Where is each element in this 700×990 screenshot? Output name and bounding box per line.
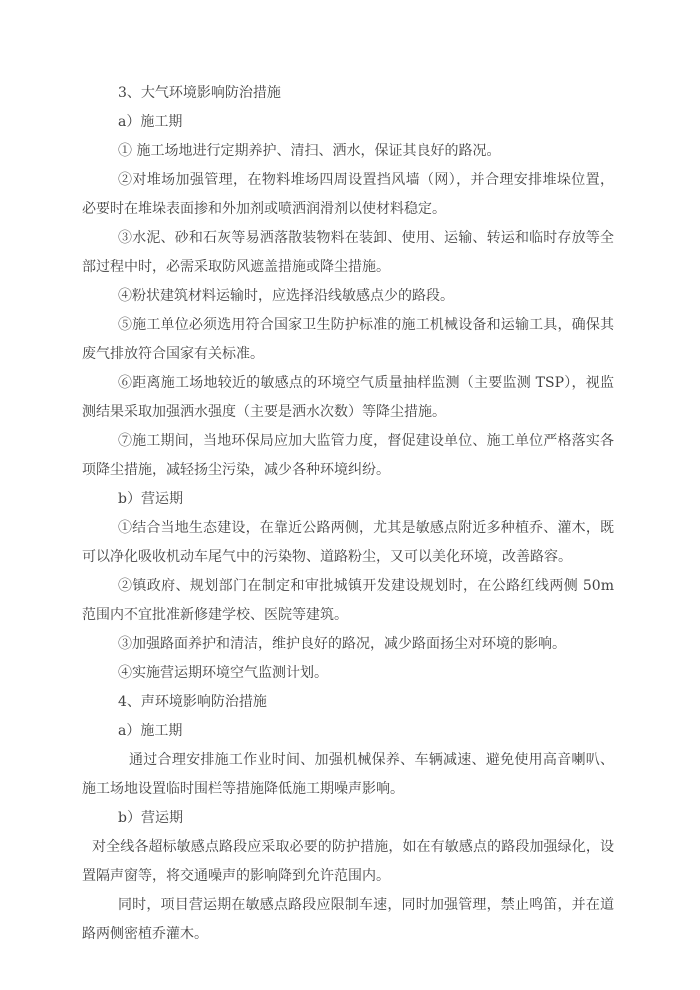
paragraph: ① 施工场地进行定期养护、清扫、洒水，保证其良好的路况。 [118, 143, 501, 159]
document-body [82, 79, 614, 949]
subsection-heading: b）营运期 [118, 810, 183, 826]
paragraph: ④实施营运期环境空气监测计划。 [118, 665, 328, 681]
subsection-heading: a）施工期 [118, 114, 183, 130]
subsection-heading: a）施工期 [118, 723, 183, 739]
paragraph: ①结合当地生态建设，在靠近公路两侧，尤其是敏感点附近多种植乔、灌木，既可以净化吸收机动车尾气中的污染物、道路粉尘，又可以美化环境，改善路容。 [82, 520, 614, 565]
paragraph: ③加强路面养护和清洁，维护良好的路况，减少路面扬尘对环境的影响。 [118, 636, 566, 652]
section-heading: 4、声环境影响防治措施 [118, 694, 267, 710]
section-heading: 3、大气环境影响防治措施 [118, 85, 281, 101]
paragraph: ④粉状建筑材料运输时，应选择沿线敏感点少的路段。 [118, 288, 454, 304]
paragraph: ⑦施工期间，当地环保局应加大监管力度，督促建设单位、施工单位严格落实各项降尘措施，减轻扬尘污染，减少各种环境纠纷。 [82, 433, 614, 478]
paragraph: ⑥距离施工场地较近的敏感点的环境空气质量抽样监测（主要监测 TSP），视监测结果采取加强洒水强度（主要是洒水次数）等降尘措施。 [82, 375, 614, 420]
paragraph: ②对堆场加强管理，在物料堆场四周设置挡风墙（网），并合理安排堆垛位置，必要时在堆垛表面掺和外加剂或喷洒润滑剂以使材料稳定。 [82, 172, 614, 217]
paragraph: 通过合理安排施工作业时间、加强机械保养、车辆减速、避免使用高音喇叭、施工场地设置临时围栏等措施降低施工期噪声影响。 [82, 752, 614, 797]
subsection-heading: b）营运期 [118, 491, 183, 507]
paragraph: 对全线各超标敏感点路段应采取必要的防护措施，如在有敏感点的路段加强绿化，设置隔声窗等，将交通噪声的影响降到允许范围内。 [82, 839, 614, 884]
paragraph: ⑤施工单位必须选用符合国家卫生防护标准的施工机械设备和运输工具，确保其废气排放符合国家有关标准。 [82, 317, 614, 362]
paragraph: ③水泥、砂和石灰等易洒落散装物料在装卸、使用、运输、转运和临时存放等全部过程中时，必需采取防风遮盖措施或降尘措施。 [82, 230, 614, 275]
paragraph: 同时，项目营运期在敏感点路段应限制车速，同时加强管理，禁止鸣笛，并在道路两侧密植乔灌木。 [82, 897, 614, 942]
paragraph: ②镇政府、规划部门在制定和审批城镇开发建设规划时，在公路红线两侧 50m 范围内不宜批准新修建学校、医院等建筑。 [82, 578, 614, 623]
